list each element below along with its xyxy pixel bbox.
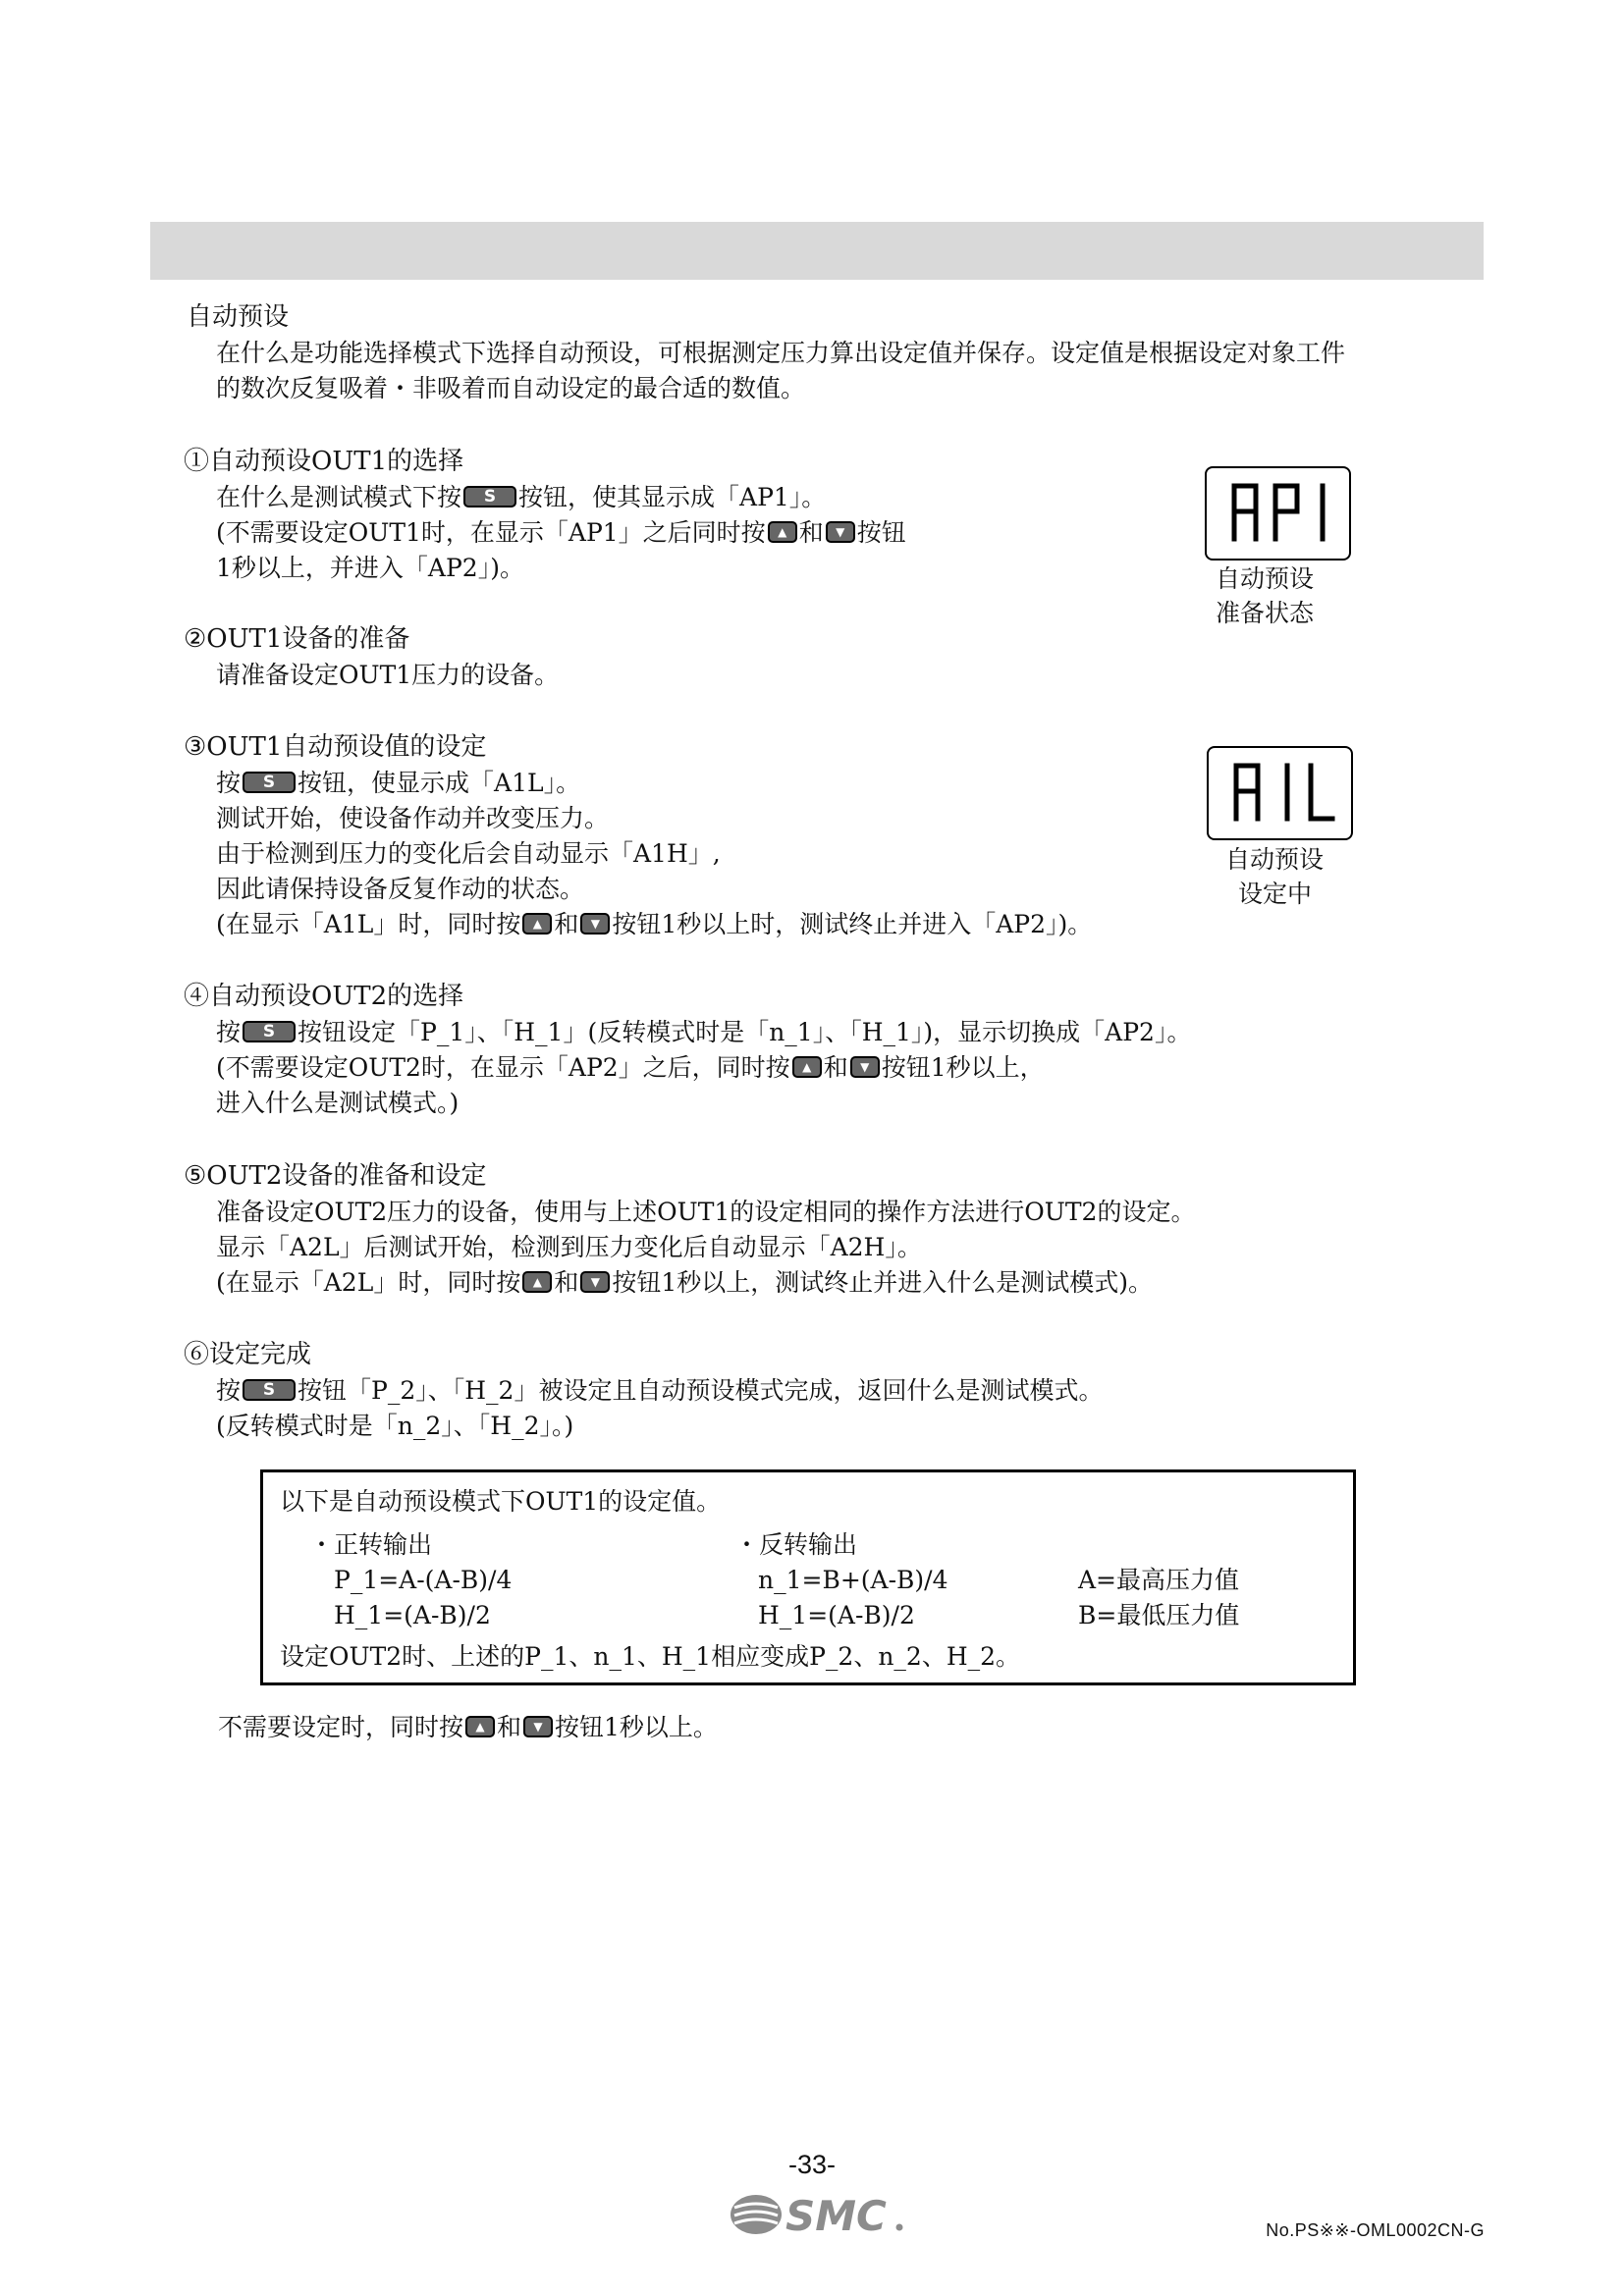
step3-title: ③OUT1自动预设值的设定	[184, 732, 487, 762]
s-key-icon: S	[243, 1021, 296, 1042]
display1-caption-1: 自动预设	[1216, 564, 1315, 593]
cancel-note-text: 不需要设定时，同时按	[218, 1713, 464, 1741]
reverse-output-h-formula: H_1=(A-B)/2	[758, 1601, 915, 1629]
intro-paragraph-line-1: 在什么是功能选择模式下选择自动预设，可根据测定压力算出设定值并保存。设定值是根据设定对象工件	[216, 339, 1346, 367]
step1-line-2	[216, 515, 906, 551]
step5-line-1: 准备设定OUT2压力的设备，使用与上述OUT1的设定相同的操作方法进行OUT2的设定。	[216, 1198, 1196, 1226]
s-key-icon: S	[243, 772, 296, 793]
up-key-icon: ▲	[792, 1056, 822, 1078]
cancel-note-text: 按钮1秒以上。	[555, 1713, 718, 1741]
s-key-icon: S	[243, 1379, 296, 1401]
step1-text: (不需要设定OUT1时，在显示「AP1」之后同时按	[216, 518, 766, 547]
document-number: No.PS※※-OML0002CN-G	[1266, 2220, 1485, 2240]
step3-line-3: 由于检测到压力的变化后会自动显示「A1H」,	[216, 839, 721, 868]
display2-caption-1: 自动预设	[1225, 845, 1325, 874]
step6-text: 按	[216, 1376, 242, 1405]
formula-title: 以下是自动预设模式下OUT1的设定值。	[280, 1487, 722, 1516]
step5-text: (在显示「A2L」时，同时按	[216, 1268, 521, 1297]
down-key-icon: ▼	[523, 1716, 553, 1737]
step4-text: 按钮1秒以上，	[881, 1053, 1045, 1082]
step4-text: 按	[216, 1018, 242, 1046]
display2-caption-2: 设定中	[1238, 880, 1313, 908]
step1-line-3: 1秒以上，并进入「AP2」)。	[216, 554, 524, 582]
display1-caption-2: 准备状态	[1216, 599, 1315, 627]
step3-text: 按	[216, 769, 242, 797]
page-number: -33-	[787, 2150, 836, 2179]
step5-line-2: 显示「A2L」后测试开始，检测到压力变化后自动显示「A2H」。	[216, 1233, 922, 1261]
up-key-icon: ▲	[522, 913, 552, 934]
step1-title: ①自动预设OUT1的选择	[184, 447, 464, 476]
step3-line-1	[216, 766, 580, 801]
step4-line-2	[216, 1050, 1045, 1086]
step6-text: 按钮「P_2」、「H_2」被设定且自动预设模式完成，返回什么是测试模式。	[298, 1376, 1104, 1405]
step2-title: ②OUT1设备的准备	[184, 624, 410, 654]
up-key-icon: ▲	[522, 1271, 552, 1293]
section-title: 自动预设	[187, 302, 290, 332]
step5-text: 和	[554, 1268, 579, 1297]
s-key-icon: S	[463, 486, 516, 507]
step6-line-2: (反转模式时是「n_2」、「H_2」。)	[216, 1412, 574, 1440]
definition-a: A=最高压力值	[1078, 1566, 1240, 1594]
step6-title: ⑥设定完成	[184, 1340, 312, 1369]
reverse-output-n-formula: n_1=B+(A-B)/4	[758, 1566, 948, 1594]
step5-line-3	[216, 1265, 1153, 1301]
section-header-bar	[150, 222, 1484, 280]
smc-logo	[727, 2184, 913, 2243]
step4-text: 按钮设定「P_1」、「H_1」(反转模式时是「n_1」、「H_1」)，显示切换成「AP2」。	[298, 1018, 1192, 1046]
step1-text: 按钮，使其显示成「AP1」。	[518, 483, 827, 511]
lcd-display-ap1	[1205, 466, 1351, 561]
step3-line-4: 因此请保持设备反复作动的状态。	[216, 875, 585, 903]
cancel-note-text: 和	[497, 1713, 522, 1741]
smc-logo-icon	[727, 2184, 913, 2243]
seven-segment-ap1-icon	[1207, 468, 1349, 559]
step4-line-1	[216, 1015, 1191, 1050]
normal-output-p-formula: P_1=A-(A-B)/4	[334, 1566, 513, 1594]
step3-line-5	[216, 907, 1092, 942]
up-key-icon: ▲	[768, 521, 797, 543]
step2-line-1: 请准备设定OUT1压力的设备。	[216, 661, 560, 689]
step3-text: 按钮1秒以上时，测试终止并进入「AP2」)。	[612, 910, 1093, 938]
definition-b: B=最低压力值	[1078, 1601, 1240, 1629]
step5-text: 按钮1秒以上，测试终止并进入什么是测试模式)。	[612, 1268, 1154, 1297]
seven-segment-a1l-icon	[1209, 748, 1351, 838]
step6-line-1	[216, 1373, 1103, 1409]
cancel-note-line	[218, 1710, 718, 1745]
step3-text: (在显示「A1L」时，同时按	[216, 910, 521, 938]
step4-text: 和	[823, 1053, 848, 1082]
down-key-icon: ▼	[580, 1271, 610, 1293]
svg-text:SMC: SMC	[785, 2192, 887, 2240]
step5-title: ⑤OUT2设备的准备和设定	[184, 1161, 487, 1191]
step1-text: 在什么是测试模式下按	[216, 483, 462, 511]
step3-text: 按钮，使显示成「A1L」。	[298, 769, 581, 797]
lcd-display-a1l	[1207, 746, 1353, 840]
up-key-icon: ▲	[465, 1716, 495, 1737]
intro-paragraph-line-2: 的数次反复吸着・非吸着而自动设定的最合适的数值。	[216, 374, 806, 402]
down-key-icon: ▼	[850, 1056, 880, 1078]
step1-text: 按钮	[856, 518, 906, 547]
step3-text: 和	[554, 910, 579, 938]
normal-output-h-formula: H_1=(A-B)/2	[334, 1601, 491, 1629]
step4-text: (不需要设定OUT2时，在显示「AP2」之后，同时按	[216, 1053, 790, 1082]
step4-title: ④自动预设OUT2的选择	[184, 982, 464, 1011]
reverse-output-heading: ・反转输出	[734, 1530, 858, 1559]
step4-line-3: 进入什么是测试模式。)	[216, 1089, 460, 1117]
step1-line-1	[216, 480, 826, 515]
formula-note: 设定OUT2时、上述的P_1、n_1、H_1相应变成P_2、n_2、H_2。	[280, 1642, 1021, 1671]
step1-text: 和	[798, 518, 824, 547]
down-key-icon: ▼	[826, 521, 855, 543]
normal-output-heading: ・正转输出	[309, 1530, 433, 1559]
down-key-icon: ▼	[580, 913, 610, 934]
step3-line-2: 测试开始，使设备作动并改变压力。	[216, 804, 610, 832]
